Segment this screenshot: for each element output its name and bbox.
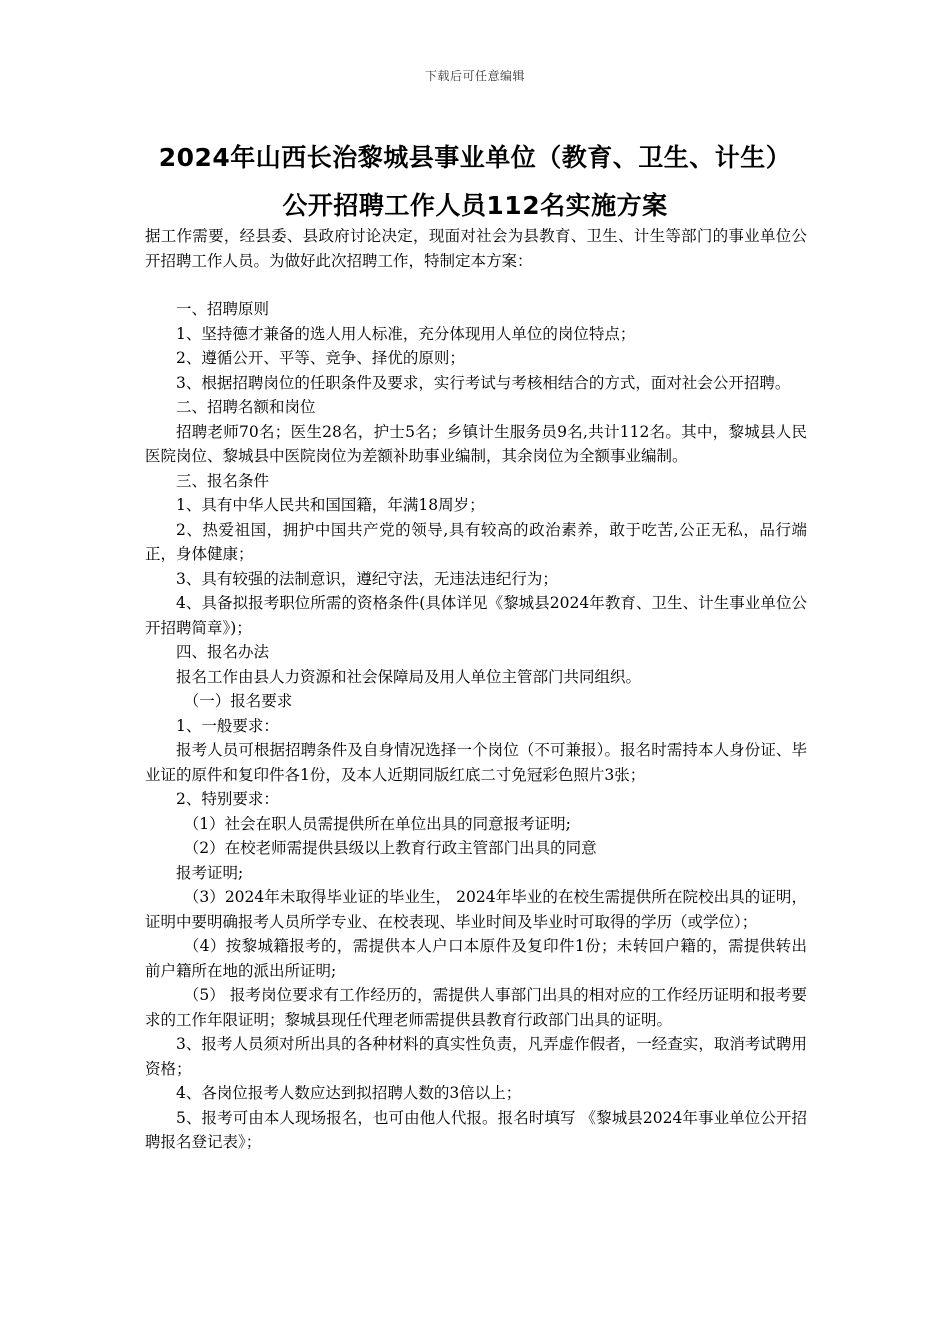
general-requirements-label: 1、一般要求： [176, 716, 279, 735]
list-item: 4、各岗位报考人数应达到拟招聘人数的3倍以上； [176, 1084, 522, 1102]
paragraph-spacer [145, 273, 807, 297]
special-requirements-label: 2、特别要求： [176, 790, 279, 808]
list-item: （5） 报考岗位要求有工作经历的，需提供人事部门出具的相对应的工作经历证明和报考要求的工作年限证明；黎城县现任代理老师需提供县教育行政部门出具的证明。 [145, 986, 807, 1029]
list-item: 报考证明; [176, 863, 244, 882]
section-heading-principles: 一、招聘原则 [176, 300, 270, 318]
list-item: （3）2024年未取得毕业证的毕业生， 2024年毕业的在校生需提供所在院校出具的证明，证明中要明确报考人员所学专业、在校表现、毕业时间及毕业时可取得的学历（或学位）； [145, 888, 807, 931]
general-requirements-text: 报考人员可根据招聘条件及自身情况选择一个岗位（不可兼报）。报名时需持本人身份证、毕业证的原件和复印件各1份，及本人近期同版红底二寸免冠彩色照片3张； [145, 741, 807, 784]
list-item: 3、具有较强的法制意识，遵纪守法，无违法违纪行为； [176, 569, 558, 588]
sub-heading-requirements: （一）报名要求 [183, 692, 293, 710]
document-body [145, 224, 807, 1155]
list-item: 1、坚持德才兼备的选人用人标准，充分体现用人单位的岗位特点； [176, 324, 636, 343]
positions-paragraph: 招聘老师70名；医生28名，护士5名；乡镇计生服务员9名,共计112名。其中，黎城县人民医院岗位、黎城县中医院岗位为差额补助事业编制，其余岗位为全额事业编制。 [145, 422, 807, 465]
intro-paragraph: 据工作需要，经县委、县政府讨论决定，现面对社会为县教育、卫生、计生等部门的事业单位公开招聘工作人员。为做好此次招聘工作，特制定本方案： [145, 227, 807, 270]
list-item: 3、根据招聘岗位的任职条件及要求，实行考试与考核相结合的方式，面对社会公开招聘。 [176, 373, 791, 392]
document-title-line-1: 2024年山西长治黎城县事业单位（教育、卫生、计生） [158, 143, 792, 172]
list-item: （1）社会在职人员需提供所在单位出具的同意报考证明; [183, 814, 571, 833]
section-heading-positions: 二、招聘名额和岗位 [176, 398, 316, 416]
list-item: （2）在校老师需提供县级以上教育行政主管部门出具的同意 [183, 839, 597, 857]
list-item: 5、报考可由本人现场报名，也可由他人代报。报名时填写 《黎城县2024年事业单位公开招聘报名登记表》； [145, 1108, 807, 1151]
section-heading-conditions: 三、报名条件 [176, 471, 270, 490]
list-item: 1、具有中华人民共和国国籍，年满18周岁； [176, 496, 485, 514]
list-item: 2、热爱祖国，拥护中国共产党的领导,具有较高的政治素养，敢于吃苦,公正无私，品行端正，身体健康； [145, 520, 807, 563]
document-title-line-2: 公开招聘工作人员112名实施方案 [282, 191, 668, 220]
list-item: （4）按黎城籍报考的，需提供本人户口本原件及复印件1份；未转回户籍的，需提供转出前户籍所在地的派出所证明; [145, 937, 807, 980]
list-item: 4、具备拟报考职位所需的资格条件(具体详见《黎城县2024年教育、卫生、计生事业单位公开招聘简章》)； [145, 594, 807, 637]
registration-intro: 报名工作由县人力资源和社会保障局及用人单位主管部门共同组织。 [176, 667, 642, 686]
list-item: 3、报考人员须对所出具的各种材料的真实性负责，凡弄虚作假者，一经查实，取消考试聘用资格； [145, 1035, 807, 1078]
list-item: 2、遵循公开、平等、竞争、择优的原则； [176, 349, 465, 367]
section-heading-registration: 四、报名办法 [176, 643, 270, 661]
download-note: 下载后可任意编辑 [424, 69, 525, 83]
